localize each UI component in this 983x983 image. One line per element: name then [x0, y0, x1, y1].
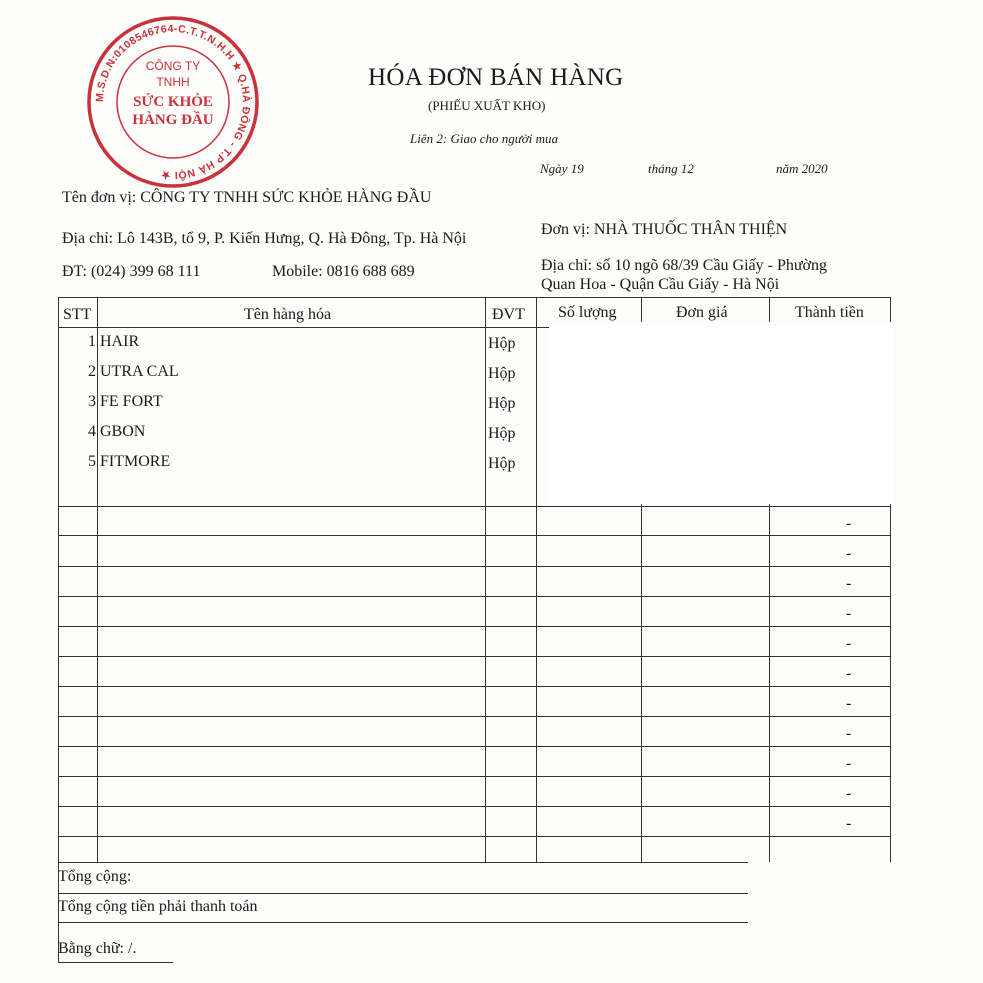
date-year: năm 2020	[776, 161, 828, 176]
buyer-unit: Đơn vị: NHÀ THUỐC THÂN THIỆN	[541, 221, 788, 238]
amount-dash: -	[846, 605, 852, 622]
amount-dash: -	[846, 725, 852, 742]
amount-dash: -	[846, 755, 852, 772]
stamp-line-2: TNHH	[156, 75, 190, 89]
col-header-price: Đơn giá	[676, 304, 728, 321]
row-unit: Hộp	[488, 365, 516, 382]
row-stt: 3	[88, 393, 96, 410]
company-seal-stamp	[85, 14, 261, 190]
amount-dash: -	[846, 665, 852, 682]
amount-dash: -	[846, 515, 852, 532]
stamp-ring-text: M.S.D.N:0108546764-C.T.T.N.H.H ★ Q.HÀ ĐÔNG - T.P HÀ NỘI ★	[93, 22, 253, 182]
total-payable-label: Tổng cộng tiền phải thanh toán	[58, 898, 258, 915]
row-unit: Hộp	[488, 395, 516, 412]
row-stt: 1	[88, 333, 96, 350]
row-stt: 4	[88, 423, 96, 440]
seller-phone: ĐT: (024) 399 68 111	[62, 263, 201, 280]
seller-mobile: Mobile: 0816 688 689	[272, 263, 415, 280]
row-name: HAIR	[100, 333, 140, 350]
row-name: UTRA CAL	[100, 363, 179, 380]
col-header-amount: Thành tiền	[795, 304, 864, 321]
amount-dash: -	[846, 815, 852, 832]
date-day: Ngày 19	[540, 161, 584, 176]
amount-dash: -	[846, 575, 852, 592]
row-unit: Hộp	[488, 335, 516, 352]
invoice-subtitle: (PHIẾU XUẤT KHO)	[428, 98, 546, 113]
date-month: tháng 12	[648, 161, 694, 176]
row-name: GBON	[100, 423, 146, 440]
row-name: FITMORE	[100, 453, 171, 470]
col-header-name: Tên hàng hóa	[244, 306, 332, 323]
amount-dash: -	[846, 695, 852, 712]
redacted-area	[549, 322, 894, 504]
row-stt: 2	[88, 363, 96, 380]
copy-note: Liên 2: Giao cho người mua	[410, 131, 558, 146]
row-unit: Hộp	[488, 455, 516, 472]
buyer-address-line1: Địa chỉ: số 10 ngõ 68/39 Cầu Giấy - Phường	[541, 257, 827, 274]
row-stt: 5	[88, 453, 96, 470]
amount-dash: -	[846, 785, 852, 802]
row-unit: Hộp	[488, 425, 516, 442]
invoice-title: HÓA ĐƠN BÁN HÀNG	[368, 64, 624, 91]
amount-dash: -	[846, 545, 852, 562]
stamp-line-3: SỨC KHỎE	[133, 94, 213, 110]
stamp-line-4: HÀNG ĐẦU	[132, 112, 214, 128]
amount-in-words: Bằng chữ: /.	[58, 940, 137, 957]
seller-unit: Tên đơn vị: CÔNG TY TNHH SỨC KHỎE HÀNG ĐẦU	[62, 189, 432, 206]
col-header-stt: STT	[63, 306, 92, 323]
row-name: FE FORT	[100, 393, 163, 410]
amount-dash: -	[846, 635, 852, 652]
seller-address: Địa chỉ: Lô 143B, tổ 9, P. Kiến Hưng, Q. Hà Đông, Tp. Hà Nội	[62, 230, 467, 247]
stamp-line-1: CÔNG TY	[145, 59, 201, 73]
col-header-unit: ĐVT	[492, 306, 525, 323]
buyer-address-line2: Quan Hoa - Quận Cầu Giấy - Hà Nội	[541, 276, 780, 293]
col-header-qty: Số lượng	[558, 304, 617, 321]
total-label: Tổng cộng:	[58, 868, 132, 885]
